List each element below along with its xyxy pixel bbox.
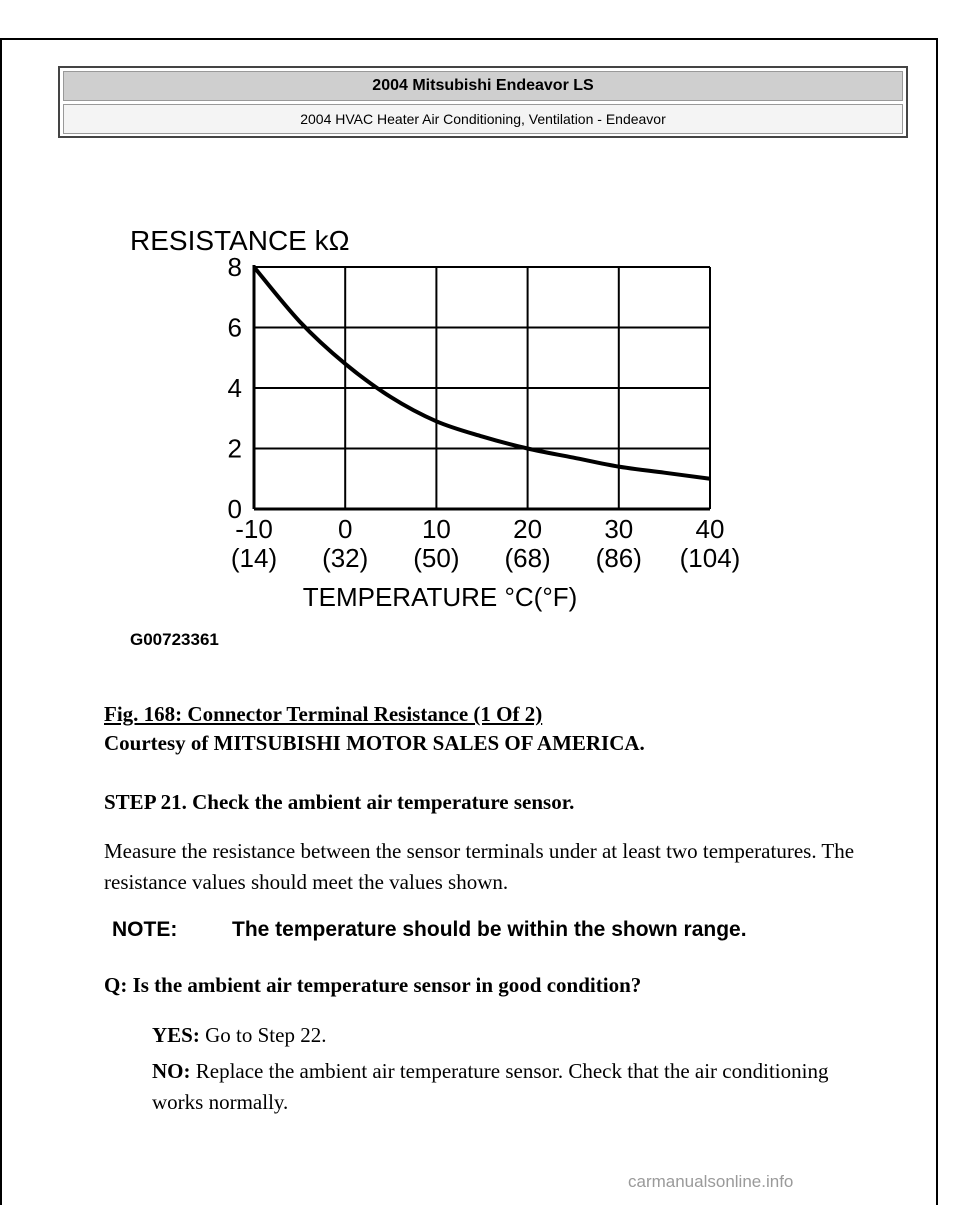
x-tick-label-c-0: -10: [235, 514, 273, 544]
x-tick-label-f-3: (68): [504, 543, 551, 573]
y-tick-label-1: 2: [227, 433, 242, 464]
x-tick-label-f-2: (50): [413, 543, 460, 573]
x-tick-label-f-0: (14): [230, 543, 278, 573]
x-tick-label-f-1: (32): [322, 543, 369, 573]
answer-yes-label: YES:: [152, 1023, 200, 1047]
answer-no: [152, 1056, 872, 1118]
y-tick-label-3: 6: [227, 312, 242, 343]
resistance-curve-0: [254, 267, 710, 479]
x-tick-label-f-5: (104): [679, 543, 741, 573]
x-tick-label-c-5: 40: [695, 514, 725, 544]
answer-no-label: NO:: [152, 1059, 191, 1083]
note-label: NOTE:: [112, 918, 178, 941]
figure-caption[interactable]: Fig. 168: Connector Terminal Resistance (1 Of 2): [104, 702, 543, 726]
figure-courtesy: Courtesy of MITSUBISHI MOTOR SALES OF AMERICA.: [104, 731, 645, 755]
step-body: Measure the resistance between the sensor terminals under at least two temperatures. The resistance values should meet the values shown.: [104, 839, 855, 894]
watermark: carmanualsonline.info: [628, 1172, 794, 1191]
y-tick-label-2: 4: [227, 373, 242, 403]
x-tick-label-c-3: 20: [513, 514, 543, 544]
chart-labels: [130, 225, 740, 649]
answer-yes: [152, 1023, 326, 1048]
x-tick-label-c-4: 30: [604, 514, 634, 544]
chart-series: [254, 267, 710, 479]
question-text: Q: Is the ambient air temperature sensor in good condition?: [104, 973, 642, 997]
y-tick-label-0: 0: [227, 494, 242, 524]
y-axis-title: RESISTANCE kΩ: [130, 225, 350, 256]
answer-yes-text: Go to Step 22.: [205, 1023, 327, 1047]
resistance-chart: [120, 222, 760, 652]
figure-id: G00723361: [130, 630, 219, 649]
note-block: [112, 918, 747, 942]
section-title: 2004 HVAC Heater Air Conditioning, Ventilation - Endeavor: [63, 104, 903, 134]
answer-no-text: Replace the ambient air temperature sensor. Check that the air conditioning works normally.: [152, 1059, 829, 1114]
chart-grid: [254, 267, 710, 509]
x-axis-title: TEMPERATURE °C(°F): [302, 582, 578, 612]
y-tick-label-4: 8: [227, 252, 242, 282]
vehicle-title: 2004 Mitsubishi Endeavor LS: [63, 71, 903, 101]
x-tick-label-f-4: (86): [595, 543, 642, 573]
x-tick-label-c-1: 0: [337, 514, 353, 544]
step-heading: STEP 21. Check the ambient air temperature sensor.: [104, 790, 575, 814]
resistance-chart-svg: [120, 222, 760, 652]
document-header: [58, 66, 908, 138]
x-tick-label-c-2: 10: [421, 514, 451, 544]
note-text: The temperature should be within the shown range.: [232, 918, 747, 941]
